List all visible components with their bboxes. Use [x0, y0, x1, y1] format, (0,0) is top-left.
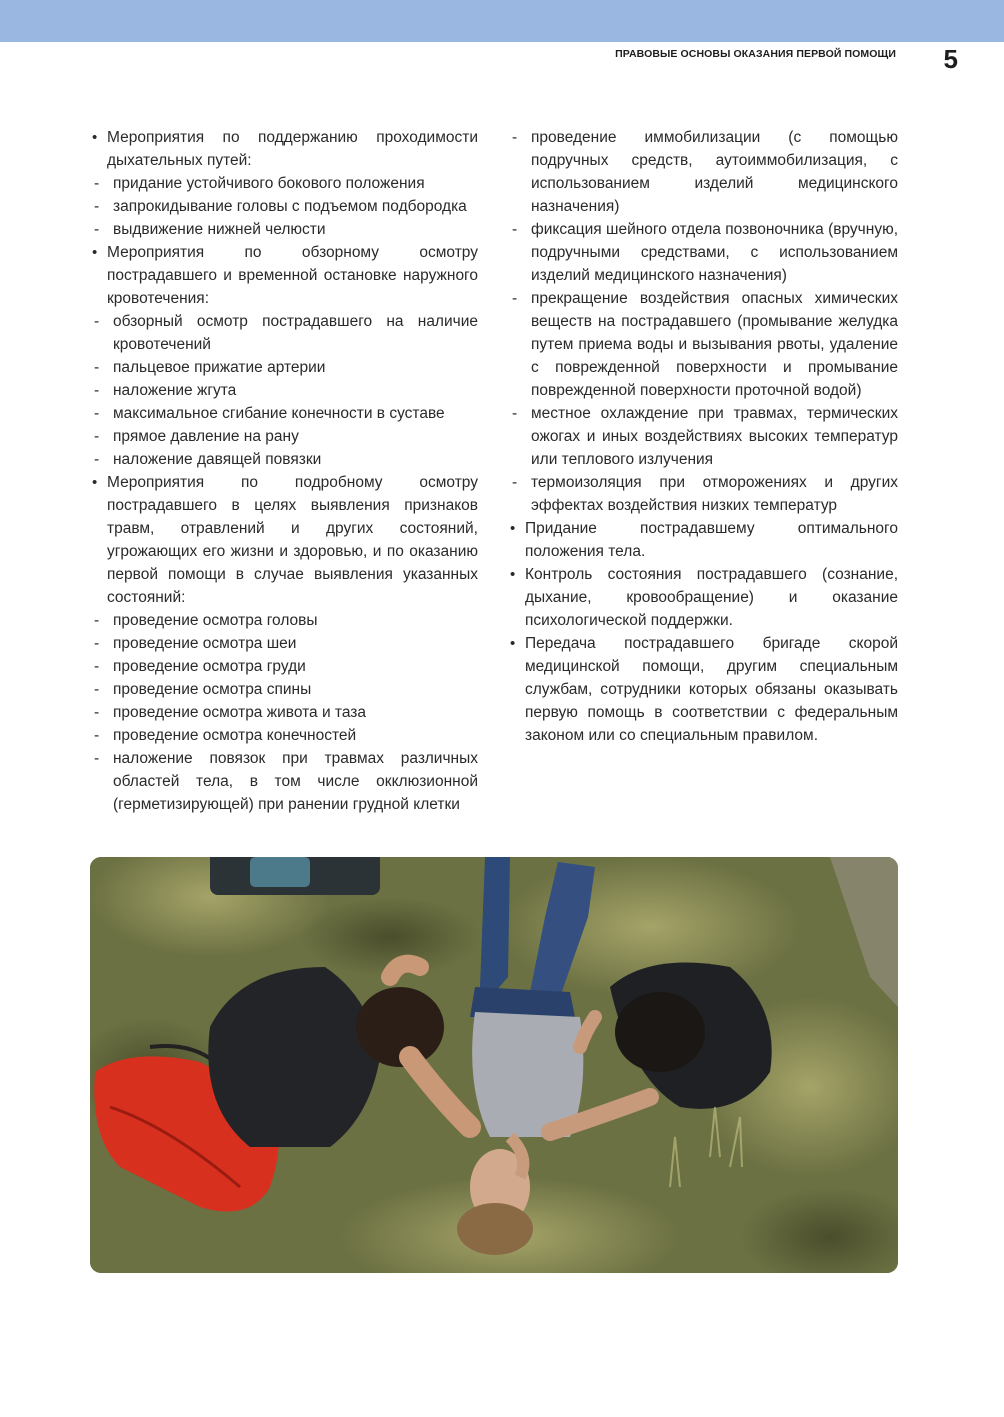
item-text: местное охлаждение при травмах, термических ожогах и иных воздействиях высоких температур или теплового излучения	[531, 405, 898, 468]
item-text: наложение давящей повязки	[113, 451, 322, 468]
dash-marker: -	[512, 290, 518, 307]
bullet-item	[510, 632, 898, 747]
dash-marker: -	[94, 221, 100, 238]
item-text: Мероприятия по подробному осмотру пострадавшего в целях выявления признаков травм, отравлений и других состояний, угрожающих его жизни и здоровью, и по оказанию первой помощи в случае выявления указанных состояний:	[107, 474, 478, 606]
dash-marker: -	[94, 175, 100, 192]
dash-item	[92, 448, 478, 471]
item-text: Мероприятия по обзорному осмотру пострадавшего и временной остановке наружного кровотечения:	[107, 244, 478, 307]
dash-marker: -	[94, 612, 100, 629]
item-text: проведение осмотра спины	[113, 681, 312, 698]
dash-marker: -	[94, 359, 100, 376]
item-text: проведение осмотра шеи	[113, 635, 297, 652]
dash-item	[92, 747, 478, 816]
item-text: наложение жгута	[113, 382, 237, 399]
item-text: проведение иммобилизации (с помощью подручных средств, аутоиммобилизация, с использованием изделий медицинского назначения)	[531, 129, 898, 215]
dash-marker: -	[94, 198, 100, 215]
dash-item	[510, 287, 898, 402]
item-text: Придание пострадавшему оптимального положения тела.	[525, 520, 898, 560]
dash-marker: -	[94, 405, 100, 422]
dash-marker: -	[512, 221, 518, 238]
item-text: запрокидывание головы с подъемом подбородка	[113, 198, 467, 215]
item-text: обзорный осмотр пострадавшего на наличие кровотечений	[113, 313, 478, 353]
dash-marker: -	[94, 704, 100, 721]
item-text: максимальное сгибание конечности в суставе	[113, 405, 445, 422]
right-text-column	[510, 126, 898, 747]
item-text: Контроль состояния пострадавшего (сознание, дыхание, кровообращение) и оказание психологической поддержки.	[525, 566, 898, 629]
dash-marker: -	[94, 750, 100, 767]
bullet-item	[92, 241, 478, 310]
item-text: Передача пострадавшего бригаде скорой медицинской помощи, другим специальным службам, сотрудники которых обязаны оказывать первую помощь в соответствии с федеральным законом или со специальным правилом.	[525, 635, 898, 744]
rescuer-right-head	[615, 992, 705, 1072]
dash-marker: -	[94, 658, 100, 675]
dash-marker: -	[94, 382, 100, 399]
dash-marker: -	[512, 405, 518, 422]
item-text: прекращение воздействия опасных химических веществ на пострадавшего (промывание желудка путем приема воды и вызывания рвоты, удаление с поврежденной поверхности и промывание поврежденной поверхности проточной водой)	[531, 290, 898, 399]
dash-item	[92, 678, 478, 701]
item-text: проведение осмотра груди	[113, 658, 306, 675]
item-text: проведение осмотра головы	[113, 612, 318, 629]
bullet-item	[510, 563, 898, 632]
dash-marker: -	[94, 451, 100, 468]
dash-marker: -	[94, 635, 100, 652]
dash-marker: -	[512, 129, 518, 146]
dash-item	[92, 195, 478, 218]
dash-item	[92, 172, 478, 195]
dash-item	[92, 218, 478, 241]
item-text: придание устойчивого бокового положения	[113, 175, 425, 192]
item-text: прямое давление на рану	[113, 428, 299, 445]
dash-marker: -	[94, 313, 100, 330]
item-text: пальцевое прижатие артерии	[113, 359, 326, 376]
dash-item	[92, 425, 478, 448]
dash-item	[92, 356, 478, 379]
item-text: проведение осмотра живота и таза	[113, 704, 367, 721]
top-color-band	[0, 0, 1004, 42]
casualty-leg-left	[480, 857, 510, 992]
first-aid-photo	[90, 857, 898, 1273]
dash-item	[510, 218, 898, 287]
bullet-item	[510, 517, 898, 563]
item-text: Мероприятия по поддержанию проходимости дыхательных путей:	[107, 129, 478, 169]
bullet-marker: •	[510, 520, 516, 537]
dash-marker: -	[94, 681, 100, 698]
dash-item	[510, 402, 898, 471]
item-text: наложение повязок при травмах различных областей тела, в том числе окклюзионной (герметизирующей) при ранении грудной клетки	[113, 750, 478, 813]
dash-item	[92, 632, 478, 655]
dash-item	[510, 126, 898, 218]
dash-item	[92, 701, 478, 724]
running-header: ПРАВОВЫЕ ОСНОВЫ ОКАЗАНИЯ ПЕРВОЙ ПОМОЩИ	[615, 48, 896, 60]
dash-item	[92, 609, 478, 632]
left-text-column	[92, 126, 478, 816]
item-text: проведение осмотра конечностей	[113, 727, 357, 744]
item-text: выдвижение нижней челюсти	[113, 221, 326, 238]
dash-item	[510, 471, 898, 517]
dash-item	[92, 310, 478, 356]
bullet-marker: •	[92, 474, 98, 491]
item-text: фиксация шейного отдела позвоночника (вручную, подручными средствами, с использованием изделий медицинского назначения)	[531, 221, 898, 284]
bullet-marker: •	[510, 635, 516, 652]
bullet-marker: •	[92, 244, 98, 261]
dash-marker: -	[94, 727, 100, 744]
dash-marker: -	[94, 428, 100, 445]
dash-item	[92, 724, 478, 747]
dash-marker: -	[512, 474, 518, 491]
page-number: 5	[943, 44, 958, 74]
first-aid-photo-illustration	[90, 857, 898, 1273]
bullet-item	[92, 471, 478, 609]
item-text: термоизоляция при отморожениях и других эффектах воздействия низких температур	[531, 474, 898, 514]
dash-item	[92, 379, 478, 402]
bullet-marker: •	[92, 129, 98, 146]
bullet-marker: •	[510, 566, 516, 583]
bullet-item	[92, 126, 478, 172]
dash-item	[92, 402, 478, 425]
dash-item	[92, 655, 478, 678]
